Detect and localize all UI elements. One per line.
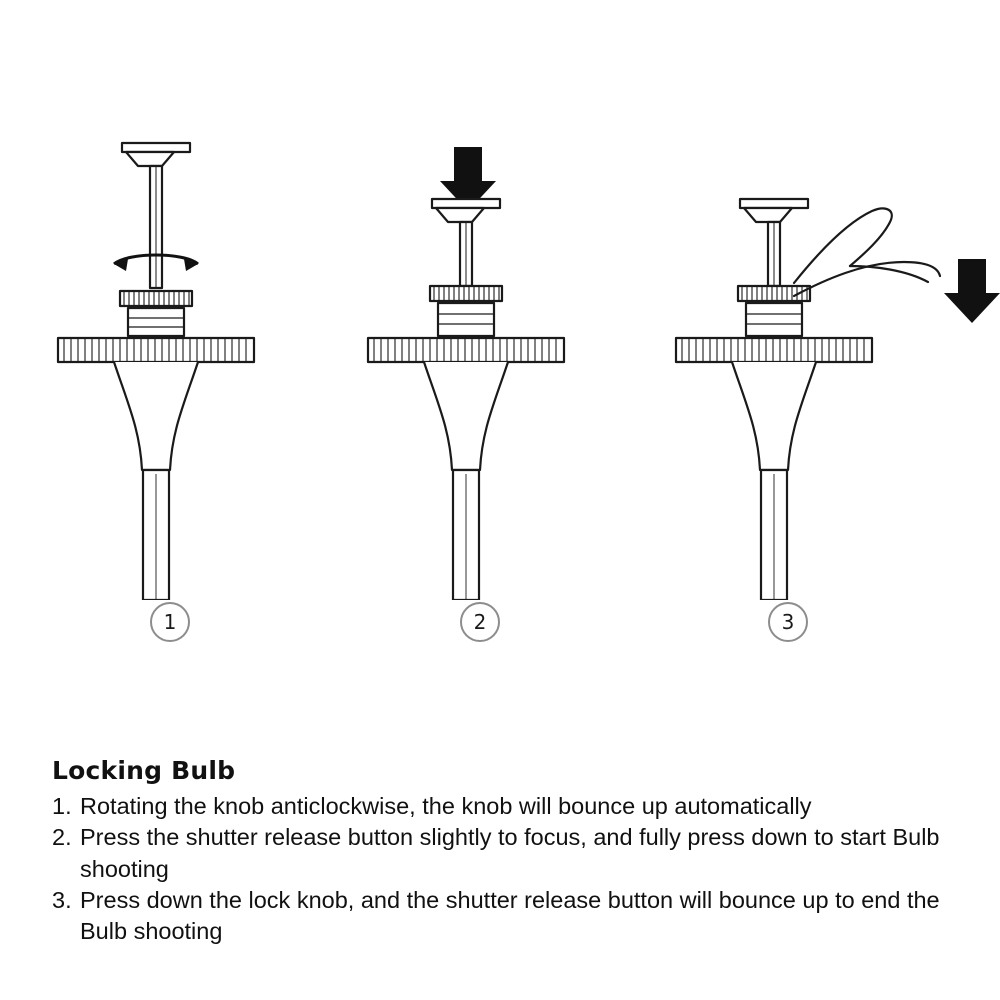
caption-step-2-number: 2. (52, 824, 72, 851)
caption-step-3 (52, 885, 982, 948)
step-badge-1: 1 (150, 602, 190, 642)
caption-step-3-text: Press down the lock knob, and the shutter release button will bounce up to end the Bulb shooting (80, 886, 940, 944)
caption-step-1 (52, 791, 982, 822)
panel-step-1 (10, 0, 330, 680)
caption-title: Locking Bulb (52, 756, 236, 785)
cable-release-illustration-3 (628, 0, 1000, 600)
caption-steps-list (52, 791, 982, 947)
caption-step-2-text: Press the shutter release button slightly to focus, and fully press down to start Bulb shooting (80, 824, 940, 882)
caption-step-1-text: Rotating the knob anticlockwise, the knob will bounce up automatically (80, 793, 812, 819)
step-badge-3: 3 (768, 602, 808, 642)
down-arrow-icon (944, 259, 1000, 323)
caption-step-3-number: 3. (52, 886, 72, 913)
cable-release-illustration-2 (320, 0, 640, 600)
panel-step-2 (320, 0, 640, 680)
step-badge-2: 2 (460, 602, 500, 642)
panel-step-3 (628, 0, 948, 680)
caption-step-1-number: 1. (52, 793, 72, 819)
finger-icon (794, 208, 940, 296)
caption-block (52, 756, 982, 947)
cable-release-illustration-1 (10, 0, 330, 600)
caption-step-2 (52, 822, 982, 885)
